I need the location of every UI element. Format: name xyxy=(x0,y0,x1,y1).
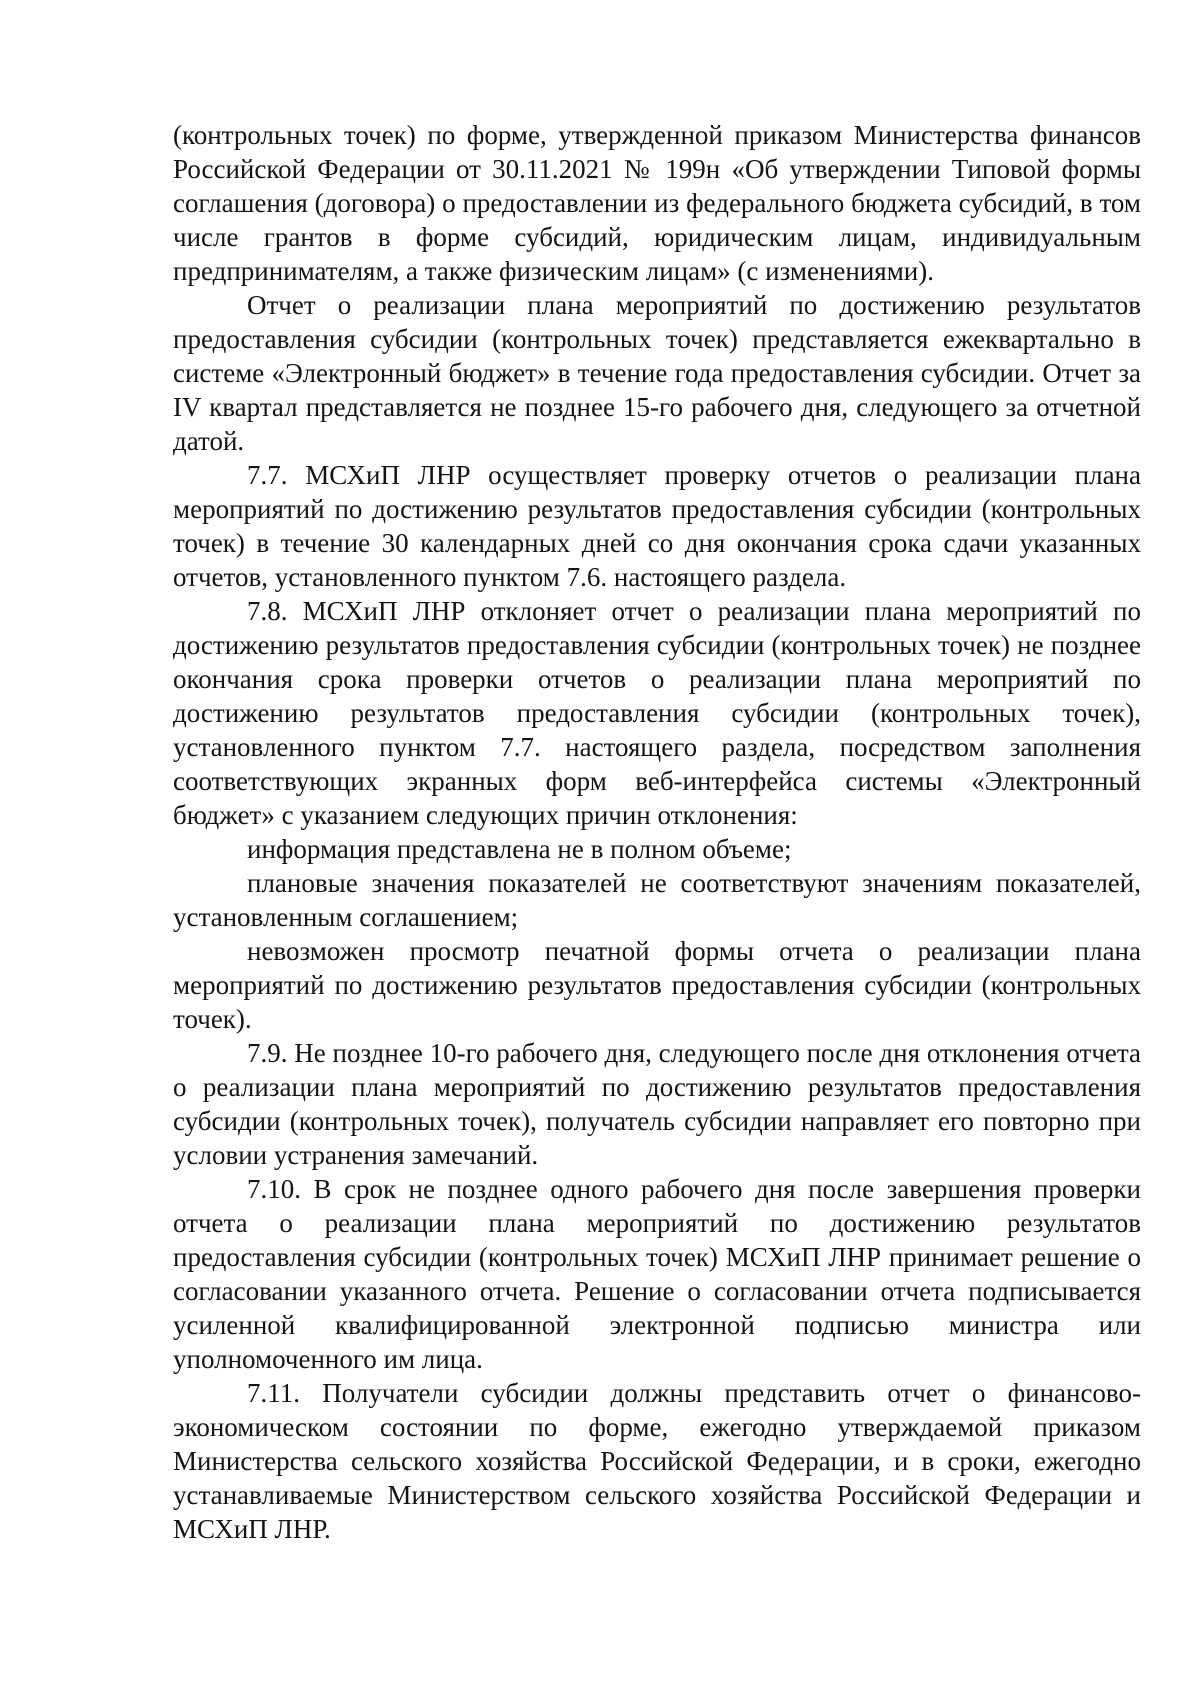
rejection-reason-1: информация представлена не в полном объеме; xyxy=(247,834,792,864)
paragraph-7-11: 7.11. Получатели субсидии должны представить отчет о финансово-экономическом состоянии по форме, ежегодно утверждаемой приказом Министерства сельского хозяйства Российской Федерации, и в сроки, ежегодно устанавливаемые Министерством сельского хозяйства Российской Федерации и МСХиП ЛНР. xyxy=(173,1378,1141,1544)
rejection-reason-2: плановые значения показателей не соответствуют значениям показателей, установленным соглашением; xyxy=(173,868,1141,932)
document-body xyxy=(173,118,1141,1546)
paragraph-7-9: 7.9. Не позднее 10-го рабочего дня, следующего после дня отклонения отчета о реализации плана мероприятий по достижению результатов предоставления субсидии (контрольных точек), получатель субсидии направляет его повторно при условии устранения замечаний. xyxy=(173,1038,1141,1170)
paragraph-continuation: (контрольных точек) по форме, утвержденной приказом Министерства финансов Российской Федерации от 30.11.2021 № 199н «Об утверждении Типовой формы соглашения (договора) о предоставлении из федерального бюджета субсидий, в том числе грантов в форме субсидий, юридическим лицам, индивидуальным предпринимателям, а также физическим лицам» (с изменениями). xyxy=(173,120,1141,286)
paragraph-7-8: 7.8. МСХиП ЛНР отклоняет отчет о реализации плана мероприятий по достижению результатов предоставления субсидии (контрольных точек) не позднее окончания срока проверки отчетов о реализации плана мероприятий по достижению результатов предоставления субсидии (контрольных точек), установленного пунктом 7.7. настоящего раздела, посредством заполнения соответствующих экранных форм веб-интерфейса системы «Электронный бюджет» с указанием следующих причин отклонения: xyxy=(173,596,1141,830)
paragraph-7-7: 7.7. МСХиП ЛНР осуществляет проверку отчетов о реализации плана мероприятий по достижению результатов предоставления субсидии (контрольных точек) в течение 30 календарных дней со дня окончания срока сдачи указанных отчетов, установленного пунктом 7.6. настоящего раздела. xyxy=(173,460,1141,592)
paragraph-report-submission: Отчет о реализации плана мероприятий по достижению результатов предоставления субсидии (контрольных точек) представляется ежеквартально в системе «Электронный бюджет» в течение года предоставления субсидии. Отчет за IV квартал представляется не позднее 15-го рабочего дня, следующего за отчетной датой. xyxy=(173,290,1141,456)
paragraph-7-10: 7.10. В срок не позднее одного рабочего дня после завершения проверки отчета о реализации плана мероприятий по достижению результатов предоставления субсидии (контрольных точек) МСХиП ЛНР принимает решение о согласовании указанного отчета. Решение о согласовании отчета подписывается усиленной квалифицированной электронной подписью министра или уполномоченного им лица. xyxy=(173,1174,1141,1374)
rejection-reason-3: невозможен просмотр печатной формы отчета о реализации плана мероприятий по достижению результатов предоставления субсидии (контрольных точек). xyxy=(173,936,1141,1034)
